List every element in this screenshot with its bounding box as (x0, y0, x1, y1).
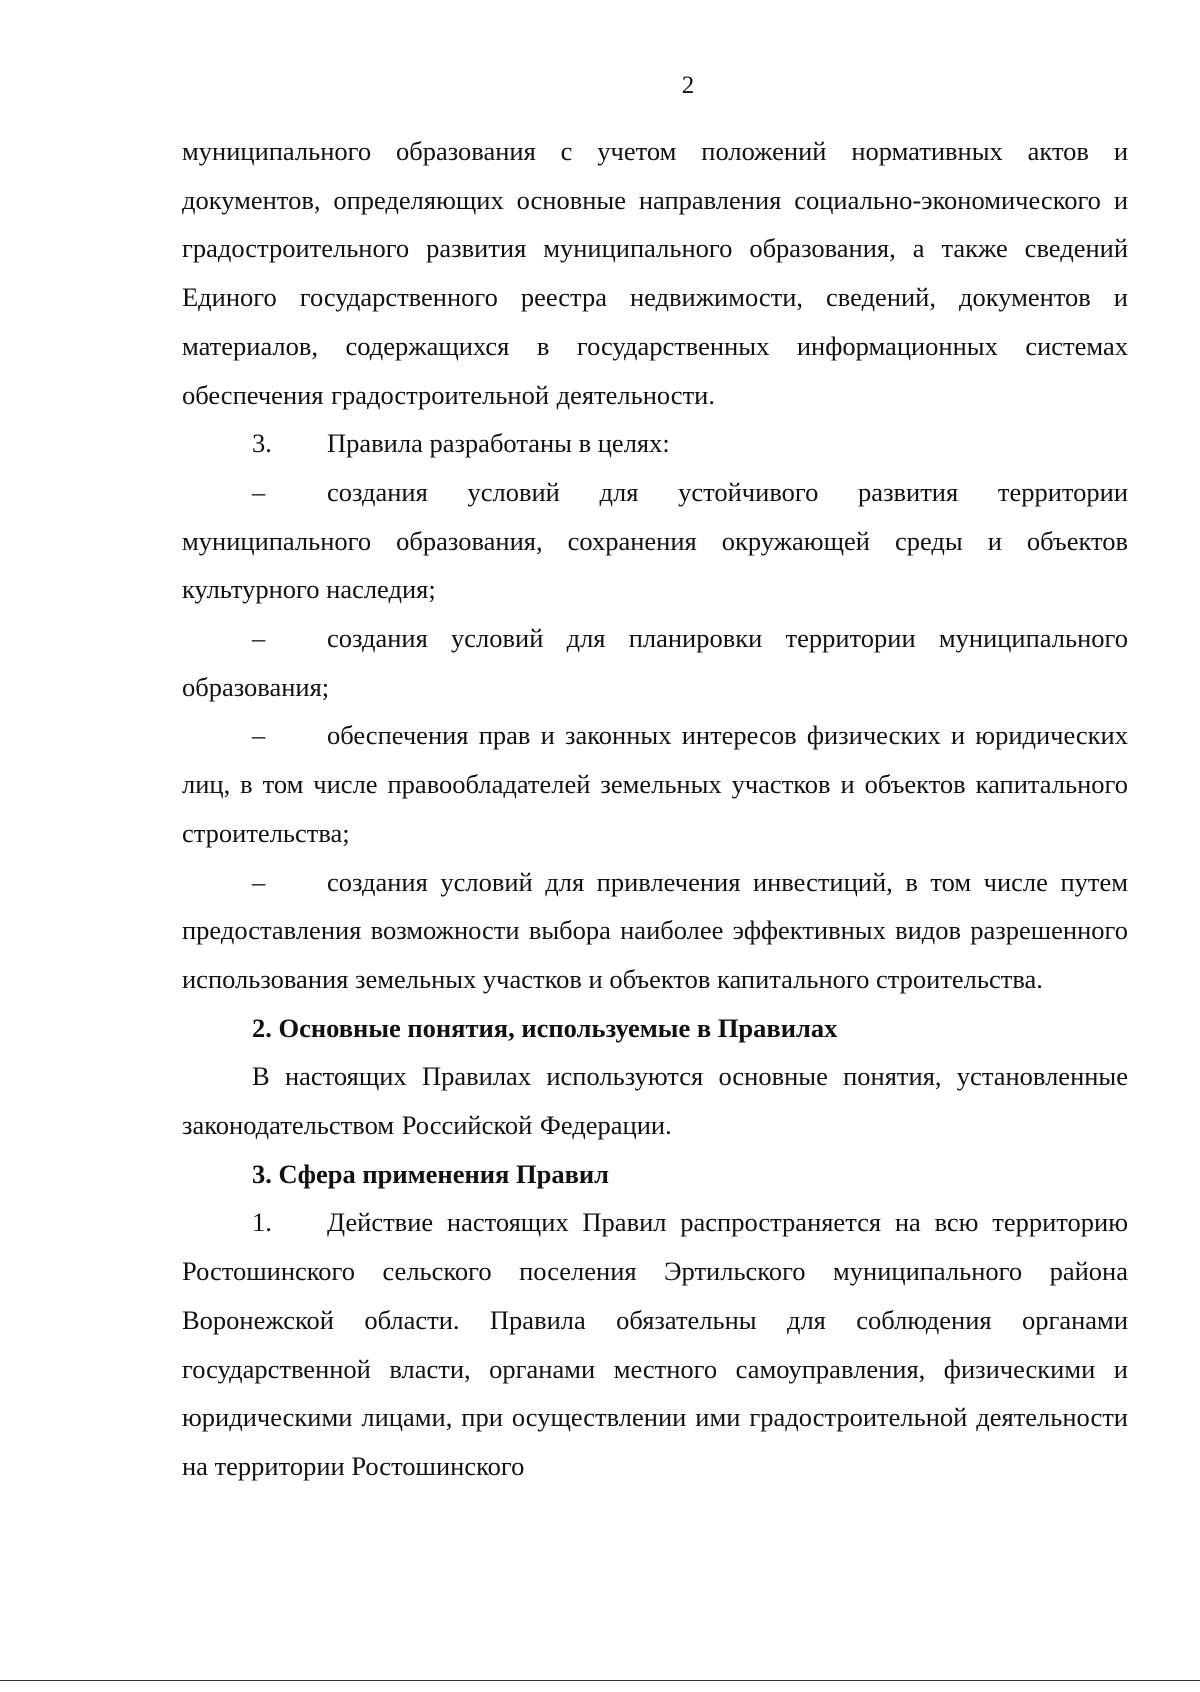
list-item-goal-4 (182, 858, 1128, 1004)
list-marker: 1. (252, 1207, 272, 1238)
list-item-goal-3 (182, 711, 1128, 857)
paragraph-concepts: В настоящих Правилах используются основные понятия, установленные законодательством Российской Федерации. (182, 1061, 1128, 1141)
paragraph-continuation: муниципального образования с учетом положений нормативных актов и документов, определяющих основные направления социально-экономического и градостроительного развития муниципального образования, а также сведений Единого государственного реестра недвижимости, сведений, документов и материалов, содержащихся в государственных информационных системах обеспечения градостроительной деятельности. (182, 136, 1128, 410)
list-item-text: обеспечения прав и законных интересов физических и юридических лиц, в том числе правообладателей земельных участков и объектов капитального строительства; (182, 720, 1128, 848)
list-item-text: создания условий для привлечения инвестиций, в том числе путем предоставления возможности выбора наиболее эффективных видов разрешенного использования земельных участков и объектов капитального строительства. (182, 866, 1128, 994)
section-heading-concepts: 2. Основные понятия, используемые в Правилах (252, 1012, 838, 1043)
page-number: 2 (681, 72, 695, 99)
list-item-goal-2 (182, 614, 1128, 711)
document-body (182, 127, 1128, 1491)
page-bottom-rule (0, 1680, 1200, 1681)
dash-marker: – (252, 720, 266, 751)
list-item-text: создания условий для планировки территории муниципального образования; (182, 623, 1128, 702)
list-item-goal-1 (182, 468, 1128, 614)
dash-marker: – (252, 623, 266, 654)
list-item-text: создания условий для устойчивого развития территории муниципального образования, сохранения окружающей среды и объектов культурного наследия; (182, 476, 1128, 605)
list-item-goals-intro (182, 419, 1128, 468)
list-marker: 3. (252, 428, 272, 459)
list-item-text: Правила разработаны в целях: (327, 428, 670, 459)
list-item-scope-1 (182, 1198, 1128, 1490)
list-item-text: Действие настоящих Правил распространяется на всю территорию Ростошинского сельского поселения Эртильского муниципального района Воронежской области. Правила обязательны для соблюдения органами государственной власти, органами местного самоуправления, физическими и юридическими лицами, при осуществлении ими градостроительной деятельности на территории Ростошинского (182, 1207, 1128, 1481)
dash-marker: – (252, 866, 266, 897)
section-heading-scope: 3. Сфера применения Правил (252, 1158, 610, 1189)
dash-marker: – (252, 476, 266, 507)
